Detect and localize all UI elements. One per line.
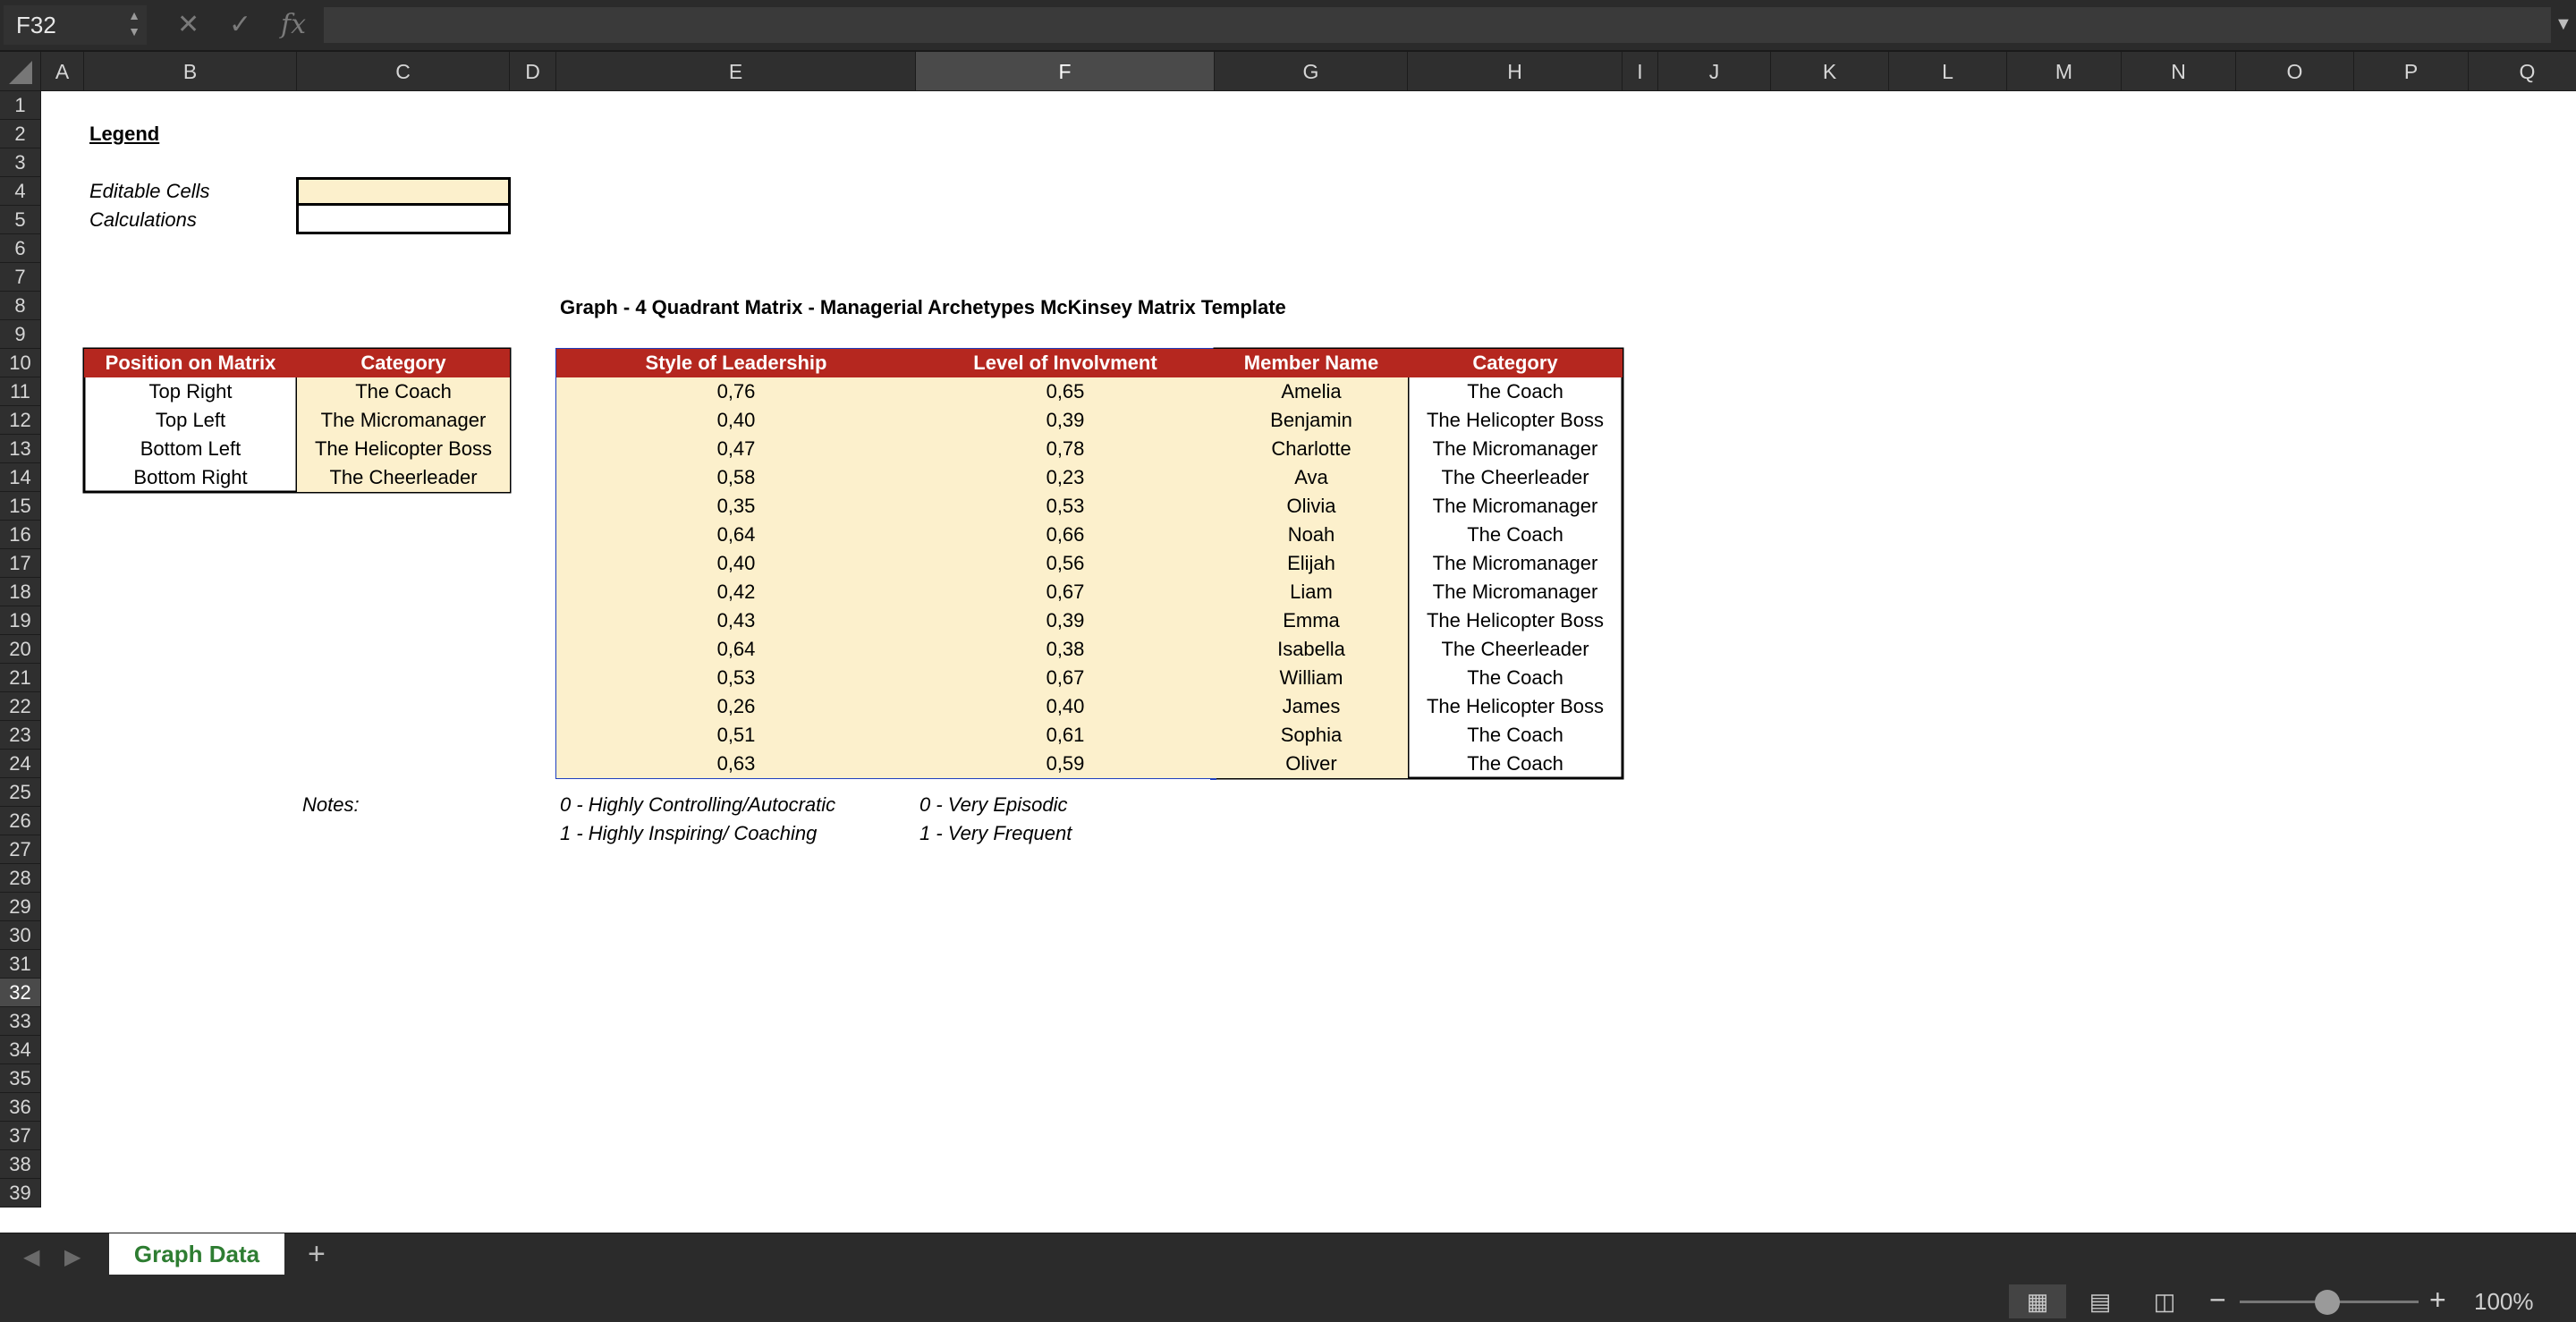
row-header-6[interactable]: 6 (0, 234, 41, 263)
level-of-involvement-cell[interactable]: 0,40 (916, 692, 1215, 721)
name-box[interactable]: F32 (4, 5, 147, 45)
style-of-leadership-cell[interactable]: 0,53 (556, 664, 916, 692)
member-name-cell[interactable]: Charlotte (1215, 435, 1408, 463)
position-cell[interactable]: Top Right (148, 380, 233, 403)
row-header-20[interactable]: 20 (0, 635, 41, 664)
chevron-down-icon[interactable]: ▼ (2555, 14, 2572, 34)
row-header-35[interactable]: 35 (0, 1064, 41, 1093)
position-cell[interactable]: Bottom Left (140, 437, 242, 460)
column-header-h[interactable]: H (1408, 52, 1623, 91)
row-header-1[interactable]: 1 (0, 91, 41, 120)
style-of-leadership-cell[interactable]: 0,51 (556, 721, 916, 750)
page-layout-icon[interactable]: ▤ (2089, 1288, 2112, 1315)
member-category-cell[interactable]: The Helicopter Boss (1426, 609, 1605, 631)
member-category-cell[interactable]: The Micromanager (1432, 580, 1598, 603)
column-header-o[interactable]: O (2236, 52, 2354, 91)
level-of-involvement-cell[interactable]: 0,67 (916, 578, 1215, 606)
row-header-18[interactable]: 18 (0, 578, 41, 606)
row-header-2[interactable]: 2 (0, 120, 41, 148)
style-of-leadership-cell[interactable]: 0,40 (556, 406, 916, 435)
graph-title: Graph - 4 Quadrant Matrix - Managerial Archetypes McKinsey Matrix Template (560, 296, 1286, 318)
member-name-cell[interactable]: Emma (1215, 606, 1408, 635)
member-name-cell[interactable]: Benjamin (1215, 406, 1408, 435)
row-header-3[interactable]: 3 (0, 148, 41, 177)
level-of-involvement-cell[interactable]: 0,78 (916, 435, 1215, 463)
function-icon[interactable]: fx (281, 9, 307, 40)
member-name-cell[interactable]: Amelia (1215, 377, 1408, 406)
row-header-24[interactable]: 24 (0, 750, 41, 778)
note-involvement-0: 0 - Very Episodic (919, 793, 1068, 816)
category-cell[interactable]: The Micromanager (297, 406, 510, 435)
column-header-d[interactable]: D (510, 52, 556, 91)
zoom-level: 100% (2474, 1288, 2534, 1315)
spreadsheet-grid[interactable] (0, 52, 2576, 1233)
row-header-10[interactable]: 10 (0, 349, 41, 377)
row-header-33[interactable]: 33 (0, 1007, 41, 1036)
style-of-leadership-cell[interactable]: 0,43 (556, 606, 916, 635)
level-of-involvement-cell[interactable]: 0,53 (916, 492, 1215, 521)
style-of-leadership-cell[interactable]: 0,64 (556, 521, 916, 549)
style-of-leadership-cell[interactable]: 0,47 (556, 435, 916, 463)
level-of-involvement-cell[interactable]: 0,61 (916, 721, 1215, 750)
sheet-tab-graph-data[interactable]: Graph Data (109, 1233, 284, 1275)
row-header-4[interactable]: 4 (0, 177, 41, 206)
legend-calc-label: Calculations (89, 208, 197, 231)
data-table-header: Style of Leadership (556, 349, 916, 377)
style-of-leadership-cell[interactable]: 0,35 (556, 492, 916, 521)
row-header-32[interactable]: 32 (0, 979, 41, 1007)
position-cell[interactable]: Top Left (155, 409, 226, 431)
row-header-21[interactable]: 21 (0, 664, 41, 692)
status-bar (0, 1279, 2576, 1322)
column-header-q[interactable]: Q (2469, 52, 2576, 91)
member-name-cell[interactable]: Elijah (1215, 549, 1408, 578)
member-category-cell[interactable]: The Coach (1467, 724, 1563, 746)
row-header-5[interactable]: 5 (0, 206, 41, 234)
row-header-26[interactable]: 26 (0, 807, 41, 835)
style-of-leadership-cell[interactable]: 0,58 (556, 463, 916, 492)
row-header-23[interactable]: 23 (0, 721, 41, 750)
style-of-leadership-cell[interactable]: 0,63 (556, 750, 916, 778)
column-header-p[interactable]: P (2354, 52, 2469, 91)
member-category-cell[interactable]: The Coach (1467, 380, 1563, 403)
member-category-cell[interactable]: The Micromanager (1432, 552, 1598, 574)
row-header-17[interactable]: 17 (0, 549, 41, 578)
row-header-11[interactable]: 11 (0, 377, 41, 406)
level-of-involvement-cell[interactable]: 0,38 (916, 635, 1215, 664)
style-of-leadership-cell[interactable]: 0,26 (556, 692, 916, 721)
member-category-cell[interactable]: The Coach (1467, 666, 1563, 689)
row-header-16[interactable]: 16 (0, 521, 41, 549)
position-table-header: Category (297, 349, 510, 377)
member-name-cell[interactable]: Noah (1215, 521, 1408, 549)
grid-view-icon[interactable]: ▦ (2009, 1284, 2066, 1318)
level-of-involvement-cell[interactable]: 0,66 (916, 521, 1215, 549)
row-header-28[interactable]: 28 (0, 864, 41, 893)
member-name-cell[interactable]: James (1215, 692, 1408, 721)
column-header-i[interactable]: I (1623, 52, 1658, 91)
level-of-involvement-cell[interactable]: 0,65 (916, 377, 1215, 406)
member-name-cell[interactable]: William (1215, 664, 1408, 692)
column-header-m[interactable]: M (2007, 52, 2122, 91)
style-of-leadership-cell[interactable]: 0,76 (556, 377, 916, 406)
row-header-27[interactable]: 27 (0, 835, 41, 864)
column-header-e[interactable]: E (556, 52, 916, 91)
member-category-cell[interactable]: The Micromanager (1432, 437, 1598, 460)
member-name-cell[interactable]: Sophia (1215, 721, 1408, 750)
confirm-icon[interactable]: ✓ (229, 10, 252, 39)
member-name-cell[interactable]: Oliver (1215, 750, 1408, 778)
row-header-34[interactable]: 34 (0, 1036, 41, 1064)
data-table-header: Member Name (1215, 349, 1408, 377)
position-cell[interactable]: Bottom Right (133, 466, 248, 488)
row-header-36[interactable]: 36 (0, 1093, 41, 1122)
row-header-39[interactable]: 39 (0, 1179, 41, 1208)
note-involvement-1: 1 - Very Frequent (919, 822, 1072, 844)
prev-sheet-icon[interactable]: ◀ (23, 1245, 40, 1269)
formula-input[interactable] (324, 7, 2551, 43)
category-cell[interactable]: The Cheerleader (297, 463, 510, 492)
note-style-0: 0 - Highly Controlling/Autocratic (560, 793, 836, 816)
row-header-13[interactable]: 13 (0, 435, 41, 463)
row-header-14[interactable]: 14 (0, 463, 41, 492)
column-header-g[interactable]: G (1215, 52, 1408, 91)
column-header-j[interactable]: J (1658, 52, 1771, 91)
select-all-button[interactable] (0, 52, 41, 91)
next-sheet-icon[interactable]: ▶ (64, 1245, 81, 1269)
level-of-involvement-cell[interactable]: 0,39 (916, 606, 1215, 635)
note-style-1: 1 - Highly Inspiring/ Coaching (560, 822, 818, 844)
row-header-8[interactable]: 8 (0, 292, 41, 320)
column-header-c[interactable]: C (297, 52, 510, 91)
row-header-15[interactable]: 15 (0, 492, 41, 521)
row-header-12[interactable]: 12 (0, 406, 41, 435)
position-table-header: Position on Matrix (84, 349, 297, 377)
row-header-22[interactable]: 22 (0, 692, 41, 721)
member-name-cell[interactable]: Ava (1215, 463, 1408, 492)
add-sheet-button[interactable]: + (308, 1237, 326, 1271)
row-header-9[interactable]: 9 (0, 320, 41, 349)
notes-label: Notes: (302, 793, 360, 816)
member-category-cell[interactable]: The Cheerleader (1441, 466, 1589, 488)
legend-editable-label: Editable Cells (89, 180, 210, 202)
name-box-stepper-icon[interactable]: ▲ ▼ (128, 8, 140, 38)
zoom-in-button[interactable]: + (2429, 1284, 2446, 1316)
row-header-7[interactable]: 7 (0, 263, 41, 292)
column-header-k[interactable]: K (1771, 52, 1889, 91)
member-name-cell[interactable]: Isabella (1215, 635, 1408, 664)
style-of-leadership-cell[interactable]: 0,64 (556, 635, 916, 664)
row-header-31[interactable]: 31 (0, 950, 41, 979)
style-of-leadership-cell[interactable]: 0,40 (556, 549, 916, 578)
member-category-cell[interactable]: The Helicopter Boss (1426, 695, 1605, 717)
row-header-38[interactable]: 38 (0, 1150, 41, 1179)
data-table-header: Level of Involvment (916, 349, 1215, 377)
member-category-cell[interactable]: The Coach (1467, 752, 1563, 775)
row-header-29[interactable]: 29 (0, 893, 41, 921)
zoom-out-button[interactable]: − (2209, 1284, 2226, 1316)
select-all-icon (9, 61, 32, 84)
legend-editable-swatch[interactable] (296, 177, 511, 206)
page-break-icon[interactable]: ◫ (2153, 1288, 2176, 1315)
style-of-leadership-cell[interactable]: 0,42 (556, 578, 916, 606)
column-header-f[interactable]: F (916, 52, 1215, 91)
level-of-involvement-cell[interactable]: 0,56 (916, 549, 1215, 578)
row-header-19[interactable]: 19 (0, 606, 41, 635)
member-category-cell[interactable]: The Cheerleader (1441, 638, 1589, 660)
level-of-involvement-cell[interactable]: 0,39 (916, 406, 1215, 435)
level-of-involvement-cell[interactable]: 0,67 (916, 664, 1215, 692)
column-header-l[interactable]: L (1889, 52, 2007, 91)
category-cell[interactable]: The Helicopter Boss (297, 435, 510, 463)
column-header-a[interactable]: A (41, 52, 84, 91)
row-header-37[interactable]: 37 (0, 1122, 41, 1150)
member-category-cell[interactable]: The Coach (1467, 523, 1563, 546)
level-of-involvement-cell[interactable]: 0,59 (916, 750, 1215, 778)
member-name-cell[interactable]: Liam (1215, 578, 1408, 606)
row-header-25[interactable]: 25 (0, 778, 41, 807)
zoom-slider-thumb[interactable] (2315, 1290, 2340, 1315)
sheet-tab-bar (0, 1233, 2576, 1280)
cancel-icon[interactable]: ✕ (177, 10, 200, 39)
member-category-cell[interactable]: The Helicopter Boss (1426, 409, 1605, 431)
formula-bar (0, 0, 2576, 52)
member-name-cell[interactable]: Olivia (1215, 492, 1408, 521)
column-header-b[interactable]: B (84, 52, 297, 91)
row-header-30[interactable]: 30 (0, 921, 41, 950)
legend-calc-swatch[interactable] (296, 206, 511, 234)
data-table-header: Category (1408, 349, 1623, 377)
legend-title: Legend (89, 123, 160, 145)
category-cell[interactable]: The Coach (297, 377, 510, 406)
column-header-n[interactable]: N (2122, 52, 2236, 91)
member-category-cell[interactable]: The Micromanager (1432, 495, 1598, 517)
level-of-involvement-cell[interactable]: 0,23 (916, 463, 1215, 492)
